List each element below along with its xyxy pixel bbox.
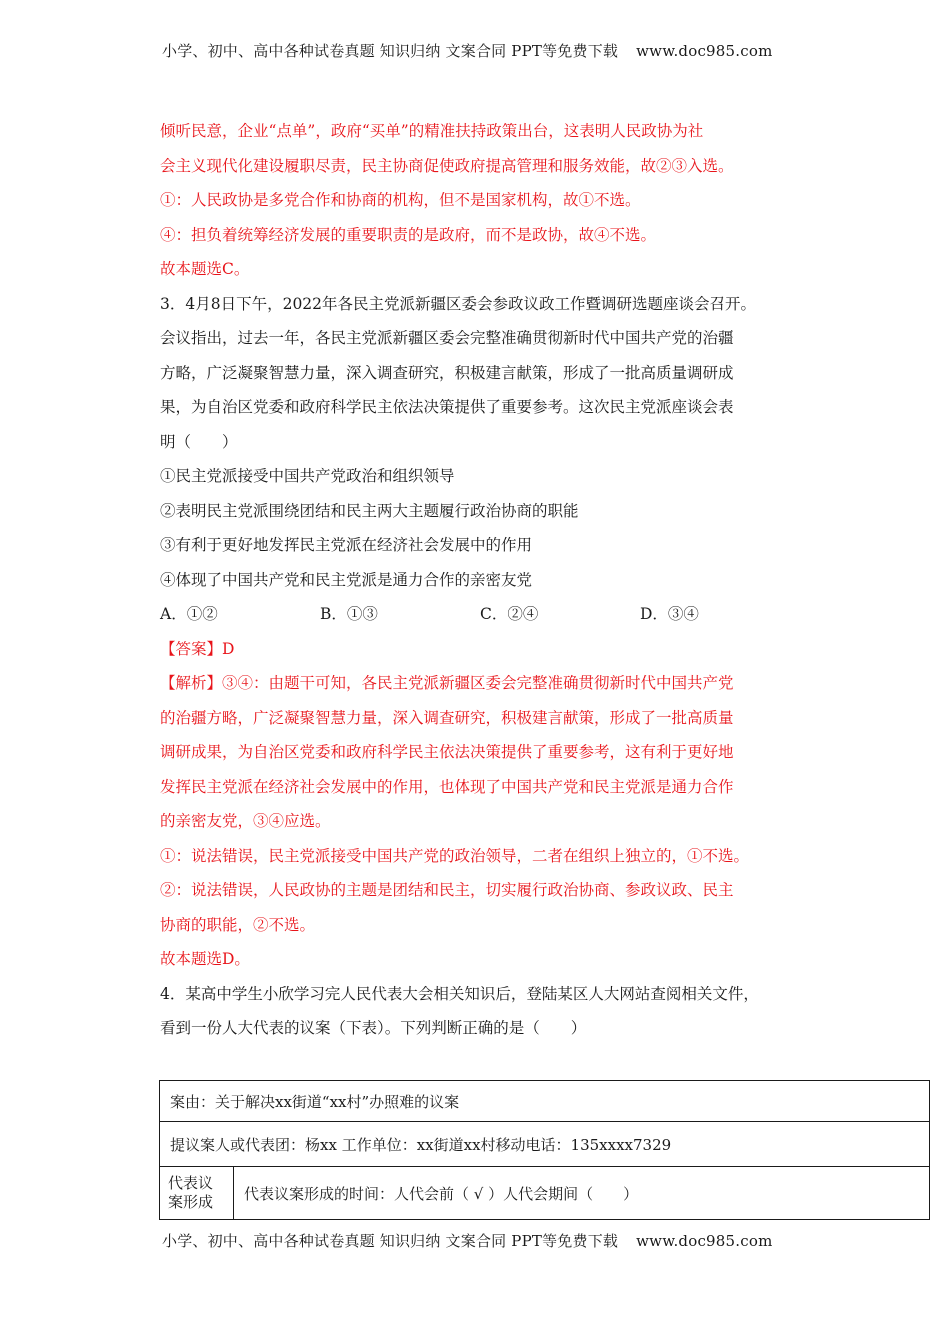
footer-text: 小学、初中、高中各种试卷真题 知识归纳 文案合同 PPT等免费下载 [162,1232,619,1250]
question-stem-line: 会议指出，过去一年，各民主党派新疆区委会完整准确贯彻新时代中国共产党的治疆 [160,329,734,347]
question-4 [160,977,800,1046]
q3-analysis [160,666,800,977]
analysis-line: ④：担负着统筹经济发展的重要职责的是政府，而不是政协，故④不选。 [160,225,657,244]
analysis-line: ②：说法错误，人民政协的主题是团结和民主，切实履行政治协商、参政议政、民主 [160,881,734,899]
question-stem-line: 方略，广泛凝聚智慧力量，深入调查研究，积极建言献策，形成了一批高质量调研成 [160,363,734,382]
header-url[interactable]: www.doc985.com [636,42,773,60]
analysis-line: 的亲密友党，③④应选。 [160,812,331,830]
proposal-subject: 案由：关于解决xx街道“xx村”办照难的议案 [160,1081,930,1122]
analysis-conclusion: 故本题选C。 [160,260,250,278]
page-header [162,40,773,61]
question-stem-line: 明（ ） [160,432,238,451]
option-b: B．①③ [320,605,378,623]
analysis-line: 会主义现代化建设履职尽责，民主协商促使政府提高管理和服务效能，故②③入选。 [160,156,734,175]
analysis-line: 发挥民主党派在经济社会发展中的作用，也体现了中国共产党和民主党派是通力合作 [160,777,734,796]
analysis-line: ①：说法错误，民主党派接受中国共产党的政治领导，二者在组织上独立的，①不选。 [160,846,750,865]
page-footer [162,1230,773,1251]
analysis-line: ①：人民政协是多党合作和协商的机构，但不是国家机构，故①不选。 [160,191,641,209]
proposal-table [159,1080,930,1220]
analysis-line: 调研成果，为自治区党委和政府科学民主依法决策提供了重要参考，这有利于更好地 [160,743,734,761]
formation-time: 代表议案形成的时间：人代会前（ √ ）人代会期间（ ） [234,1167,930,1220]
option-a: A．①② [160,605,218,623]
header-text: 小学、初中、高中各种试卷真题 知识归纳 文案合同 PPT等免费下载 [162,42,619,60]
analysis-line: 协商的职能，②不选。 [160,915,316,934]
answer-options [160,597,800,632]
option-c: C．②④ [480,605,539,623]
analysis-line: 【解析】③④：由题干可知，各民主党派新疆区委会完整准确贯彻新时代中国共产党 [160,674,734,692]
table-row [160,1167,930,1220]
statement-item: ③有利于更好地发挥民主党派在经济社会发展中的作用 [160,536,533,554]
statement-item: ①民主党派接受中国共产党政治和组织领导 [160,467,455,485]
formation-label: 代表议案形成 [160,1167,234,1220]
analysis-line: 倾听民意，企业“点单”，政府“买单”的精准扶持政策出台，这表明人民政协为社 [160,122,704,140]
footer-url[interactable]: www.doc985.com [636,1232,773,1250]
analysis-line: 的治疆方略，广泛凝聚智慧力量，深入调查研究，积极建言献策，形成了一批高质量 [160,708,734,727]
table-row [160,1081,930,1122]
table-row [160,1122,930,1167]
prev-analysis [160,114,800,287]
question-stem-line: 看到一份人大代表的议案（下表）。下列判断正确的是（ ） [160,1019,587,1037]
question-stem-line: 4．某高中学生小欣学习完人民代表大会相关知识后，登陆某区人大网站查阅相关文件， [160,984,759,1003]
option-d: D．③④ [640,605,699,623]
analysis-conclusion: 故本题选D。 [160,950,250,968]
answer-line: 【答案】D [160,639,235,658]
proposer-info: 提议案人或代表团：杨xx 工作单位：xx街道xx村移动电话：135xxxx7329 [160,1122,930,1167]
statement-item: ④体现了中国共产党和民主党派是通力合作的亲密友党 [160,570,533,589]
statement-item: ②表明民主党派围绕团结和民主两大主题履行政治协商的职能 [160,501,579,520]
question-stem-line: 3．4月8日下午，2022年各民主党派新疆区委会参政议政工作暨调研选题座谈会召开。 [160,294,757,313]
question-3 [160,287,800,977]
page-content [160,114,800,1046]
question-stem-line: 果，为自治区党委和政府科学民主依法决策提供了重要参考。这次民主党派座谈会表 [160,398,734,416]
